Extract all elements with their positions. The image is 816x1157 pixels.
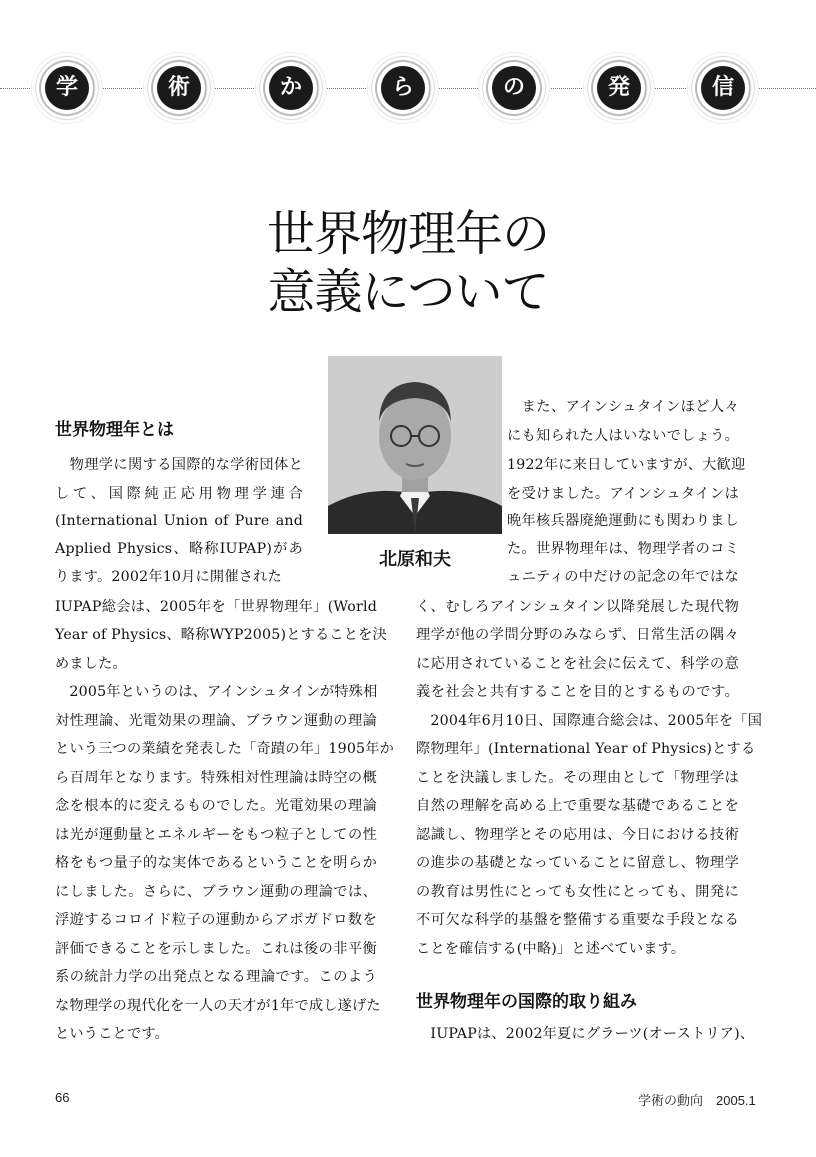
right-column-line: に応用されていることを社会に伝えて、科学の意 (416, 656, 739, 672)
right-column-line: また、アインシュタインほど人々 (507, 399, 739, 415)
right-column-line: 1922年に来日していますが、大歓迎 (507, 457, 746, 473)
article-title-line-2: 意義について (267, 264, 549, 320)
section1-line: Applied Physics、略称IUPAP)があ (55, 541, 303, 557)
journal-name: 学術の動向 2005.1 (638, 1093, 756, 1108)
section1-line: めました。 (55, 656, 127, 672)
section1-line: ということです。 (55, 1026, 169, 1042)
right-column-line: 晩年核兵器廃絶運動にも関わりまし (507, 513, 739, 529)
right-column-line: 2004年6月10日、国際連合総会は、2005年を「国 (416, 713, 763, 729)
section1-line: 物理学に関する国際的な学術団体と (55, 457, 303, 473)
header-char-1: 学 (45, 66, 89, 110)
section2-line: IUPAPは、2002年夏にグラーツ(オーストリア)、 (416, 1026, 755, 1042)
header-char-5: の (492, 66, 536, 110)
right-column-line: ュニティの中だけの記念の年ではな (507, 569, 739, 585)
section1-line: ります。2002年10月に開催された (55, 569, 282, 585)
author-portrait-image (328, 356, 502, 534)
section1-line: にしました。さらに、ブラウン運動の理論では、 (55, 884, 377, 900)
right-column-line: 自然の理解を高める上で重要な基礎であることを (416, 798, 739, 814)
section1-line: 評価できることを示しました。これは後の非平衡 (55, 941, 377, 957)
section1-line: は光が運動量とエネルギーをもつ粒子としての性 (55, 827, 377, 843)
section1-line: 対性理論、光電効果の理論、ブラウン運動の理論 (55, 713, 377, 729)
right-column-line: の進歩の基礎となっていることに留意し、物理学 (416, 855, 739, 871)
right-column-line: 際物理年」(International Year of Physics)とする (416, 741, 756, 757)
section-heading-1: 世界物理年とは (55, 420, 174, 440)
header-char-7: 信 (701, 66, 745, 110)
author-name: 北原和夫 (379, 549, 451, 570)
section1-line: 浮遊するコロイド粒子の運動からアボガドロ数を (55, 912, 377, 928)
right-column-line: 認識し、物理学とその応用は、今日における技術 (416, 827, 739, 843)
right-column-line: にも知られた人はいないでしょう。 (507, 428, 739, 444)
header-char-4: ら (381, 66, 425, 110)
section-heading-2: 世界物理年の国際的取り組み (416, 992, 637, 1012)
article-title-line-1: 世界物理年の (266, 206, 549, 262)
section1-line: Year of Physics、略称WYP2005)とすることを決 (55, 627, 387, 643)
section1-line: して、国際純正応用物理学連合 (55, 486, 303, 502)
article-title (230, 205, 586, 321)
section1-line: な物理学の現代化を一人の天才が1年で成し遂げた (55, 998, 381, 1014)
right-column-line: く、むしろアインシュタイン以降発展した現代物 (416, 599, 739, 615)
right-column-line: を受けました。アインシュタインは (507, 486, 739, 502)
page-number: 66 (55, 1090, 70, 1105)
section1-line: 2005年というのは、アインシュタインが特殊相 (55, 684, 378, 700)
header-char-6: 発 (597, 66, 641, 110)
section1-line: ら百周年となります。特殊相対性理論は時空の概 (55, 770, 377, 786)
right-column-line: の教育は男性にとっても女性にとっても、開発に (416, 884, 739, 900)
header-char-3: か (269, 66, 313, 110)
section1-line: (International Union of Pure and (55, 513, 303, 529)
right-column-line: 不可欠な科学的基盤を整備する重要な手段となる (416, 912, 739, 928)
right-column-line: ことを確信する(中略)」と述べています。 (416, 941, 686, 957)
section1-line: 格をもつ量子的な実体であるということを明らか (55, 855, 377, 871)
right-column-line: 理学が他の学問分野のみならず、日常生活の隅々 (416, 627, 739, 643)
header-char-2: 術 (157, 66, 201, 110)
right-column-line: ことを決議しました。その理由として「物理学は (416, 770, 739, 786)
section1-line: という三つの業績を発表した「奇蹟の年」1905年か (55, 741, 395, 757)
right-column-line: た。世界物理年は、物理学者のコミ (507, 541, 739, 557)
section1-line: IUPAP総会は、2005年を「世界物理年」(World (55, 599, 377, 615)
author-photo (328, 356, 502, 534)
section1-line: 系の統計力学の出発点となる理論です。このよう (55, 969, 377, 985)
right-column-line: 義を社会と共有することを目的とするものです。 (416, 684, 739, 700)
section1-line: 念を根本的に変えるものでした。光電効果の理論 (55, 798, 377, 814)
